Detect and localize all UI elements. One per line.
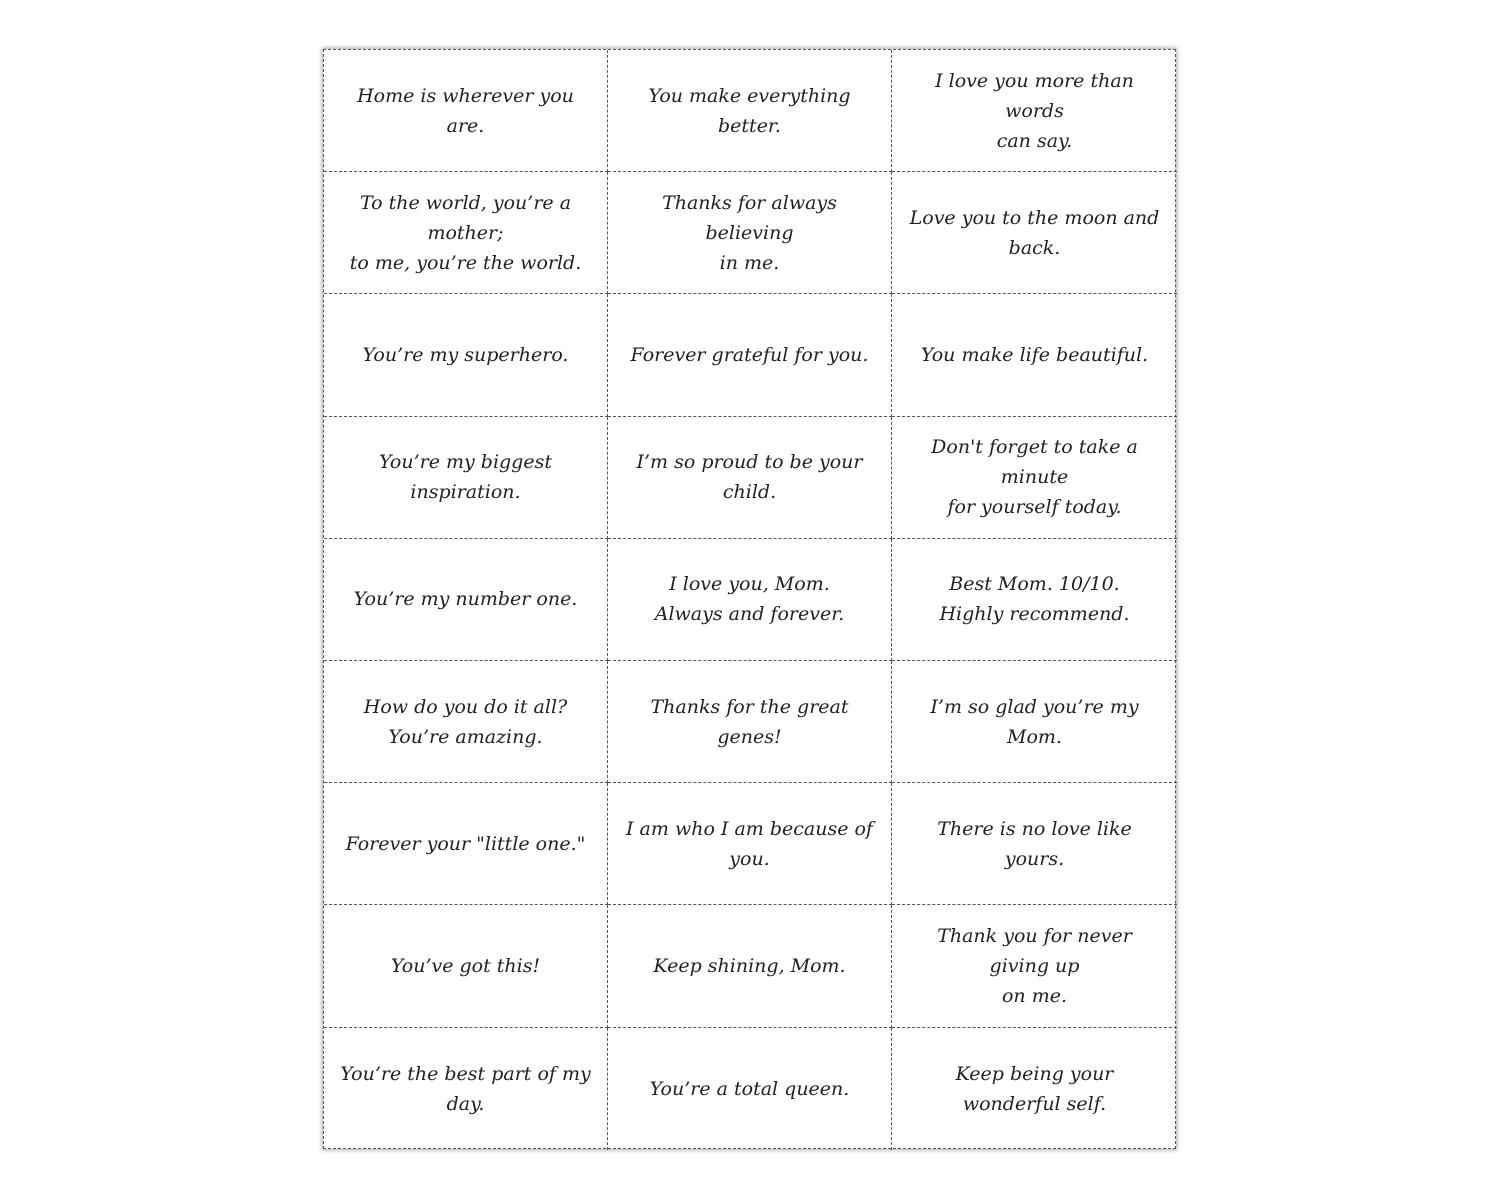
note-text: Forever your "little one." [345, 832, 586, 855]
note-text: Thanks for the great genes! [650, 695, 849, 748]
note-card [608, 417, 892, 539]
card-grid [323, 49, 1176, 1149]
printable-sheet [323, 49, 1176, 1149]
note-text: Keep being your wonderful self. [955, 1062, 1114, 1115]
note-text: You’ve got this! [390, 954, 541, 977]
note-card [892, 1028, 1177, 1150]
note-text: You’re a total queen. [649, 1077, 850, 1100]
note-text: You’re my biggest inspiration. [379, 451, 552, 504]
note-text: How do you do it all? You’re amazing. [363, 695, 568, 748]
note-text: To the world, you’re a mother; to me, you’re the world. [349, 191, 582, 274]
note-card [324, 172, 608, 294]
note-card [324, 294, 608, 416]
note-card [324, 417, 608, 539]
note-card [324, 50, 608, 172]
note-text: Best Mom. 10/10. Highly recommend. [939, 573, 1130, 626]
note-card [892, 661, 1177, 783]
note-card [324, 783, 608, 905]
note-card [892, 539, 1177, 661]
note-card [324, 539, 608, 661]
note-card [892, 417, 1177, 539]
note-card [892, 294, 1177, 416]
note-text: You make life beautiful. [920, 343, 1149, 366]
note-text: I’m so glad you’re my Mom. [930, 695, 1139, 748]
note-text: I love you more than words can say. [935, 69, 1134, 152]
note-card [892, 905, 1177, 1027]
note-text: You’re the best part of my day. [340, 1062, 591, 1115]
note-text: You’re my superhero. [362, 343, 569, 366]
note-text: There is no love like yours. [937, 817, 1132, 870]
note-text: I love you, Mom. Always and forever. [654, 573, 845, 626]
note-card [608, 50, 892, 172]
note-text: You’re my number one. [353, 588, 578, 611]
note-text: I am who I am because of you. [626, 817, 873, 870]
note-card [892, 50, 1177, 172]
note-card [608, 783, 892, 905]
note-card [608, 294, 892, 416]
note-text: Home is wherever you are. [357, 84, 574, 137]
note-card [608, 905, 892, 1027]
note-card [892, 783, 1177, 905]
note-card [324, 905, 608, 1027]
note-card [892, 172, 1177, 294]
note-card [608, 1028, 892, 1150]
note-text: Thank you for never giving up on me. [937, 924, 1132, 1007]
note-card [608, 539, 892, 661]
note-text: Keep shining, Mom. [653, 954, 846, 977]
note-card [608, 172, 892, 294]
note-text: I’m so proud to be your child. [636, 451, 863, 504]
note-text: Don't forget to take a minute for yourself today. [931, 436, 1138, 519]
note-card [324, 1028, 608, 1150]
note-text: Thanks for always believing in me. [662, 191, 837, 274]
note-text: You make everything better. [648, 84, 851, 137]
note-card [324, 661, 608, 783]
note-card [608, 661, 892, 783]
note-text: Love you to the moon and back. [909, 206, 1160, 259]
note-text: Forever grateful for you. [630, 343, 869, 366]
